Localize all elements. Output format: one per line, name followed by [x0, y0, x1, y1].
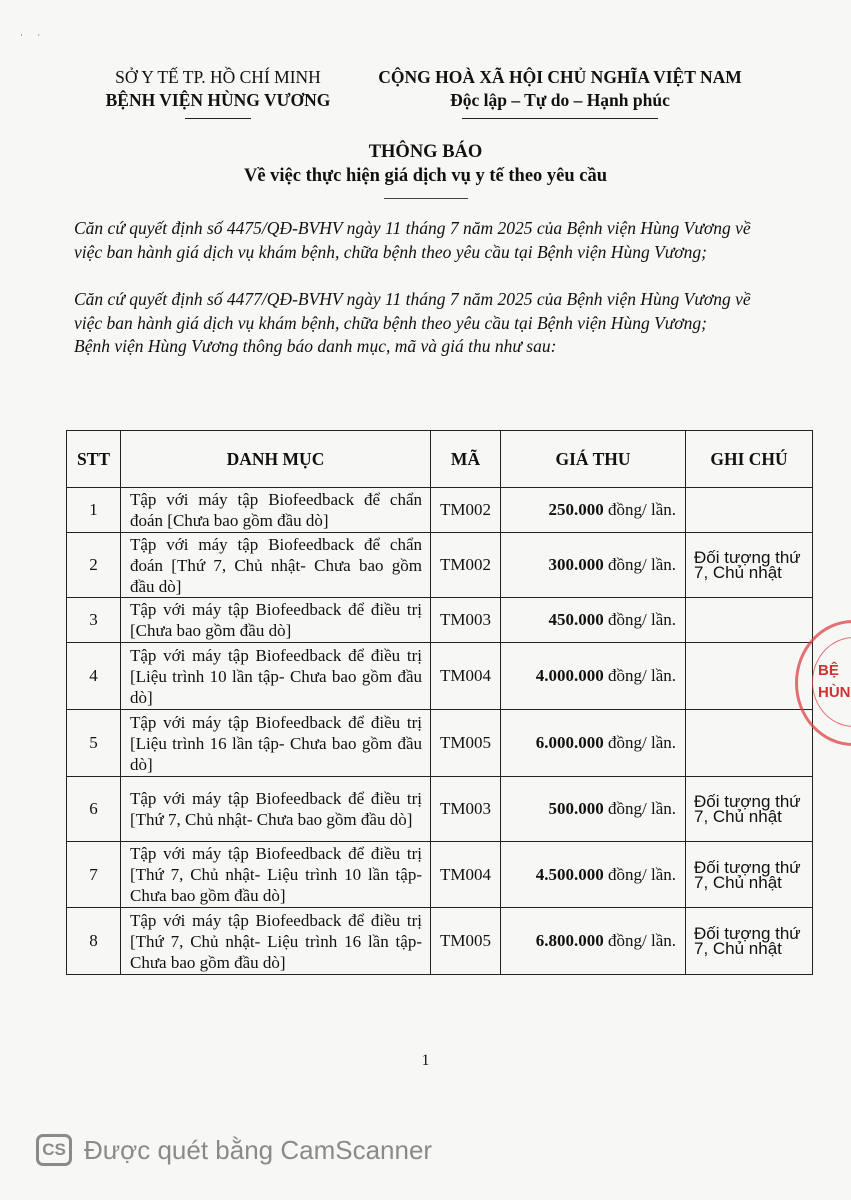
cell-stt: 3	[67, 598, 121, 643]
cell-danh-muc: Tập với máy tập Biofeedback để điều trị [Chưa bao gồm đầu dò]	[121, 598, 431, 643]
cell-ghi-chu: Đối tượng thứ 7, Chủ nhật	[686, 533, 813, 598]
cell-ma: TM004	[431, 842, 501, 908]
motto: Độc lập – Tự do – Hạnh phúc	[450, 90, 670, 110]
title-underline	[384, 198, 468, 199]
table-row	[67, 533, 813, 598]
price-unit: đồng/ lần.	[603, 799, 676, 818]
paragraph-basis-2: Căn cứ quyết định số 4477/QĐ-BVHV ngày 11 tháng 7 năm 2025 của Bệnh viện Hùng Vương về việc ban hành giá dịch vụ khám bệnh, chữa bệnh theo yêu cầu tại Bệnh viện Hùng Vương;	[74, 289, 751, 333]
price-amount: 250.000	[548, 500, 604, 519]
cell-ghi-chu	[686, 710, 813, 777]
watermark-text: Được quét bằng CamScanner	[84, 1134, 433, 1165]
cell-stt: 2	[67, 533, 121, 598]
price-amount: 450.000	[548, 610, 604, 629]
table-row	[67, 488, 813, 533]
cell-gia-thu	[501, 598, 686, 643]
price-unit: đồng/ lần.	[603, 864, 676, 884]
camscanner-logo-icon: CS	[36, 1134, 72, 1166]
cell-stt: 4	[67, 643, 121, 710]
hospital-name: BỆNH VIỆN HÙNG VƯƠNG	[105, 90, 331, 110]
body-text	[74, 217, 780, 359]
price-unit: đồng/ lần.	[603, 666, 676, 685]
price-unit: đồng/ lần.	[603, 555, 676, 574]
price-unit: đồng/ lần.	[603, 610, 676, 629]
cell-ma: TM005	[431, 710, 501, 777]
issuer-header	[92, 66, 344, 119]
price-amount: 6.800.000	[535, 931, 604, 950]
country-name: CỘNG HOÀ XÃ HỘI CHỦ NGHĨA VIỆT NAM	[378, 67, 742, 87]
cell-ghi-chu	[686, 598, 813, 643]
seal-text: BỆ HÙN	[818, 662, 851, 701]
cell-ma: TM003	[431, 598, 501, 643]
cell-gia-thu	[501, 488, 686, 533]
cell-ma: TM002	[431, 488, 501, 533]
scan-specks: · ·	[20, 30, 47, 40]
price-unit: đồng/ lần.	[603, 733, 676, 752]
table-header-row	[67, 431, 813, 488]
title-block	[0, 140, 851, 199]
department-name: SỞ Y TẾ TP. HỒ CHÍ MINH	[115, 67, 321, 87]
price-amount: 6.000.000	[535, 733, 604, 752]
table-row	[67, 643, 813, 710]
price-amount: 500.000	[548, 799, 604, 818]
cell-gia-thu	[501, 908, 686, 975]
cell-ghi-chu	[686, 643, 813, 710]
national-header	[350, 66, 770, 119]
cell-ghi-chu: Đối tượng thứ 7, Chủ nhật	[686, 842, 813, 908]
cell-gia-thu	[501, 533, 686, 598]
header-gia-thu: GIÁ THU	[501, 431, 686, 488]
header-stt: STT	[67, 431, 121, 488]
price-amount: 300.000	[548, 555, 604, 574]
cell-gia-thu	[501, 643, 686, 710]
motto-underline	[462, 118, 658, 119]
paragraph-basis-1: Căn cứ quyết định số 4475/QĐ-BVHV ngày 11 tháng 7 năm 2025 của Bệnh viện Hùng Vương về việc ban hành giá dịch vụ khám bệnh, chữa bệnh theo yêu cầu tại Bệnh viện Hùng Vương;	[74, 218, 751, 262]
table-row	[67, 598, 813, 643]
cell-stt: 6	[67, 777, 121, 842]
cell-ma: TM004	[431, 643, 501, 710]
cell-ghi-chu: Đối tượng thứ 7, Chủ nhật	[686, 908, 813, 975]
document-title: THÔNG BÁO	[368, 142, 483, 162]
price-unit: đồng/ lần.	[603, 931, 676, 950]
cell-stt: 5	[67, 710, 121, 777]
table-row	[67, 842, 813, 908]
cell-gia-thu	[501, 710, 686, 777]
cell-ghi-chu	[686, 488, 813, 533]
page-number: 1	[421, 1052, 430, 1069]
document-subtitle: Về việc thực hiện giá dịch vụ y tế theo yêu cầu	[243, 166, 608, 186]
cell-stt: 8	[67, 908, 121, 975]
cell-ma: TM003	[431, 777, 501, 842]
cell-gia-thu	[501, 842, 686, 908]
cell-stt: 1	[67, 488, 121, 533]
cell-ma: TM002	[431, 533, 501, 598]
cell-danh-muc: Tập với máy tập Biofeedback để chẩn đoán [Thứ 7, Chủ nhật- Chưa bao gồm đầu dò]	[121, 533, 431, 598]
cell-danh-muc: Tập với máy tập Biofeedback để điều trị [Liệu trình 16 lần tập- Chưa bao gồm đầu dò]	[121, 710, 431, 777]
cell-danh-muc: Tập với máy tập Biofeedback để chẩn đoán [Chưa bao gồm đầu dò]	[121, 488, 431, 533]
cell-danh-muc: Tập với máy tập Biofeedback để điều trị [Thứ 7, Chủ nhật- Liệu trình 16 lần tập- Chưa bao gồm đầu dò]	[121, 908, 431, 975]
header-ma: MÃ	[431, 431, 501, 488]
paragraph-announcement: Bệnh viện Hùng Vương thông báo danh mục, mã và giá thu như sau:	[74, 336, 557, 356]
price-amount: 4.000.000	[535, 666, 604, 685]
cell-ma: TM005	[431, 908, 501, 975]
header-underline	[185, 118, 251, 119]
header-ghi-chu: GHI CHÚ	[686, 431, 813, 488]
cell-ghi-chu: Đối tượng thứ 7, Chủ nhật	[686, 777, 813, 842]
price-amount: 4.500.000	[535, 864, 604, 884]
cell-danh-muc: Tập với máy tập Biofeedback để điều trị [Liệu trình 10 lần tập- Chưa bao gồm đầu dò]	[121, 643, 431, 710]
cell-danh-muc: Tập với máy tập Biofeedback để điều trị [Thứ 7, Chủ nhật- Chưa bao gồm đầu dò]	[121, 777, 431, 842]
cell-gia-thu	[501, 777, 686, 842]
cell-danh-muc: Tập với máy tập Biofeedback để điều trị [Thứ 7, Chủ nhật- Liệu trình 10 lần tập- Chưa bao gồm đầu dò]	[121, 842, 431, 908]
table-row	[67, 710, 813, 777]
price-table	[66, 430, 813, 975]
price-unit: đồng/ lần.	[603, 500, 676, 519]
header-danh-muc: DANH MỤC	[121, 431, 431, 488]
cell-stt: 7	[67, 842, 121, 908]
table-row	[67, 777, 813, 842]
table-row	[67, 908, 813, 975]
camscanner-watermark	[36, 1134, 432, 1166]
